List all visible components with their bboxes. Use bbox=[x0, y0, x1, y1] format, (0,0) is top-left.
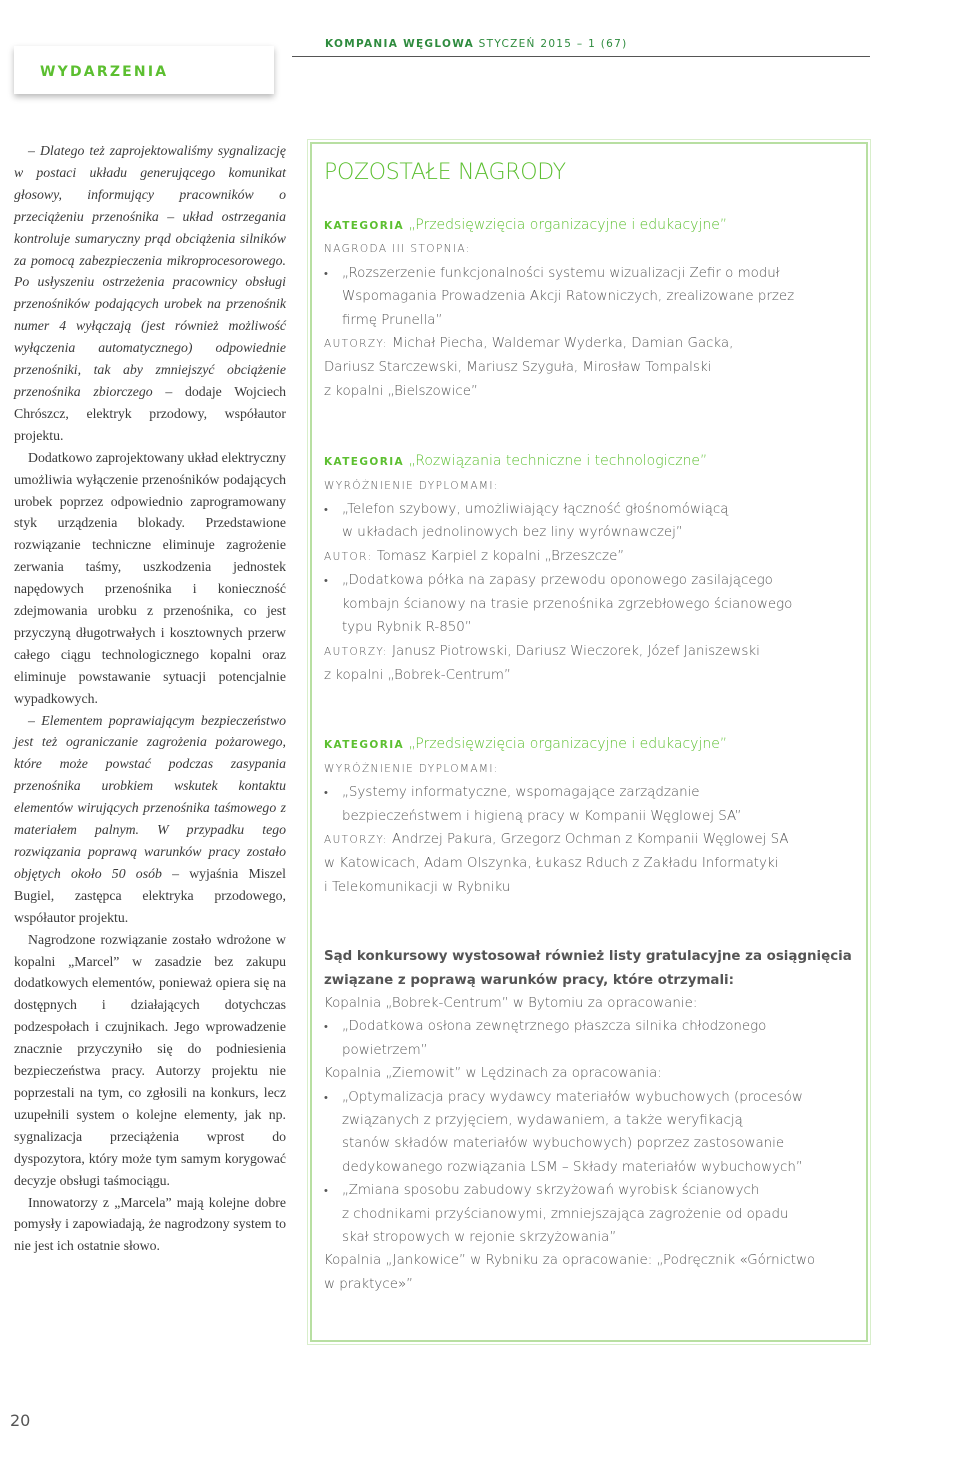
box-title: POZOSTAŁE NAGRODY bbox=[324, 160, 566, 185]
letter-item bbox=[324, 1015, 844, 1062]
item-line: skał stropowych w rejonie skrzyżowania” bbox=[342, 1230, 617, 1246]
authors-keyword: AUTORZY: bbox=[324, 833, 388, 846]
award-block-3 bbox=[324, 733, 844, 899]
authors-text: z kopalni „Bielszowice” bbox=[324, 383, 478, 399]
item-line: powietrzem” bbox=[342, 1042, 428, 1058]
quote-attribution: – wyjaśnia Miszel Bugiel, zastępca elektryka przodowego, współautor projektu. bbox=[14, 865, 286, 925]
letter-item bbox=[324, 1179, 844, 1249]
authors-keyword: AUTORZY: bbox=[324, 338, 388, 351]
item-line: • „Telefon szybowy, umożliwiający łączność głośnomówiącą bbox=[342, 502, 729, 518]
item-line: kombajn ścianowy na trasie przenośnika zgrzebłowego ścianowego bbox=[342, 596, 793, 612]
item-line: w układach jednolinowych bez liny wyrównawczej” bbox=[342, 525, 683, 541]
authors-text: z kopalni „Bobrek-Centrum” bbox=[324, 667, 511, 683]
section-tab bbox=[14, 46, 274, 94]
article-paragraph: Dodatkowo zaprojektowany układ elektryczny umożliwia wyłączenie przenośników podających urobek poprzez odpowiednio zaprogramowany styk urządzenia blokady. Przedstawione rozwiązanie techniczne eliminuje zagrożenie zerwania taśmy, uszkodzenia jednostek napędowych przenośnika i konieczność zdejmowania urobku z przenośnika, co jest przyczyną długotrwałych i kosztownych przerw całego ciągu technologicznego kopalni oraz eliminuje powstawanie sytuacji potencjalnie wypadkowych. bbox=[14, 449, 286, 706]
authors-text: Tomasz Karpiel z kopalni „Brzeszcze” bbox=[372, 548, 625, 564]
item-line: • „Rozszerzenie funkcjonalności systemu wizualizacji Zefir o moduł bbox=[342, 265, 780, 281]
authors-text: Janusz Piotrowski, Dariusz Wieczorek, Józef Janiszewski bbox=[387, 643, 760, 659]
category-name: „Rozwiązania techniczne i technologiczne” bbox=[404, 453, 708, 470]
item-line: stanów składów materiałów wybuchowych) poprzez zastosowanie bbox=[342, 1136, 785, 1152]
letters-heading: Sąd konkursowy wystosował również listy gratulacyjne za osiągnięcia bbox=[324, 949, 852, 965]
running-header bbox=[325, 38, 627, 50]
category-keyword: KATEGORIA bbox=[324, 456, 405, 469]
item-line: dedykowanego rozwiązania LSM – Składy materiałów wybuchowych” bbox=[342, 1159, 803, 1175]
awards-box bbox=[310, 142, 868, 1342]
header-rule bbox=[292, 56, 870, 57]
award-item bbox=[324, 569, 844, 639]
item-line: z chodnikami przyścianowymi, zmniejszająca zagrożenie od opadu bbox=[342, 1206, 789, 1222]
category-name: „Przedsięwzięcia organizacyjne i edukacyjne” bbox=[404, 736, 728, 753]
article-paragraph: Nagrodzone rozwiązanie zostało wdrożone w kopalni „Marcel” w zasadzie bez zakupu dodatkowych elementów, ponieważ opiera się na dostępnych i działających dotychczas podzespołach i czujnikach. Jego wprowadzenie znacznie przyczyniło się do podniesienia bezpieczeństwa pracy. Autorzy projektu nie poprzestali na tym, co zgłosili na konkurs, lecz uzupełnili system o kolejne elementy, jak np. sygnalizacja przeciążenia wprost do dyspozytora, który może tym samym korygować decyzje obsługi taśmociągu. bbox=[14, 931, 286, 1188]
award-item bbox=[324, 262, 844, 332]
article-paragraph: Innowatorzy z „Marcela” mają kolejne dobre pomysły i zapowiadają, że nagrodzony system to nie jest ich ostatnie słowo. bbox=[14, 1194, 286, 1254]
item-line: typu Rybnik R-850” bbox=[342, 620, 472, 636]
category-heading bbox=[324, 214, 844, 238]
item-line: • „Zmiana sposobu zabudowy skrzyżowań wyrobisk ścianowych bbox=[342, 1183, 760, 1199]
item-line: bezpieczeństwem i higieną pracy w Kompanii Węglowej SA” bbox=[342, 808, 742, 824]
authors-keyword: AUTOR: bbox=[324, 550, 373, 563]
item-line: związanych z przyjęciem, wydawaniem, a także weryfikacją bbox=[342, 1113, 743, 1128]
authors-text: w Katowicach, Adam Olszynka, Łukasz Rduch z Zakładu Informatyki bbox=[324, 856, 779, 872]
category-heading bbox=[324, 450, 844, 474]
authors-keyword: AUTORZY: bbox=[324, 645, 388, 658]
category-heading bbox=[324, 733, 844, 757]
item-line: firmę Prunella” bbox=[342, 312, 443, 328]
mine-line: Kopalnia „Bobrek-Centrum” w Bytomiu za opracowanie: bbox=[324, 995, 698, 1011]
item-line: • „Systemy informatyczne, wspomagające zarządzanie bbox=[342, 785, 700, 801]
congratulation-letters bbox=[324, 945, 852, 1296]
authors-text: Andrzej Pakura, Grzegorz Ochman z Kompanii Węglowej SA bbox=[387, 831, 789, 847]
item-line: • „Optymalizacja pracy wydawcy materiałów wybuchowych (procesów bbox=[342, 1089, 803, 1105]
award-level: NAGRODA III STOPNIA: bbox=[324, 243, 471, 256]
section-label: WYDARZENIA bbox=[40, 64, 169, 80]
award-level: WYRÓŻNIENIE DYPLOMAMI: bbox=[324, 762, 499, 775]
mine-line: Kopalnia „Ziemowit” w Lędzinach za opracowania: bbox=[324, 1066, 662, 1082]
authors-line bbox=[324, 545, 844, 569]
authors-line bbox=[324, 332, 844, 356]
authors-text: Dariusz Starczewski, Mariusz Szyguła, Mirosław Tompalski bbox=[324, 360, 712, 376]
award-item bbox=[324, 781, 844, 828]
authors-text: Michał Piecha, Waldemar Wyderka, Damian Gacka, bbox=[387, 336, 734, 352]
article-column bbox=[14, 140, 286, 1257]
quote-text: – Elementem poprawiającym bezpieczeństwo jest też ograniczanie zagrożenia pożarowego, które może powstać podczas zasypania przenośnika urobkiem wskutek kontaktu elementów wirujących przenośnika taśmowego z materiałem palnym. W przypadku tego rozwiązania poprawą warunków pracy zostało objętych około 50 osób bbox=[14, 712, 286, 881]
category-keyword: KATEGORIA bbox=[324, 220, 405, 232]
letter-item bbox=[324, 1086, 844, 1180]
item-line: • „Dodatkowa osłona zewnętrznego płaszcza silnika chłodzonego bbox=[342, 1019, 767, 1035]
category-name: „Przedsięwzięcia organizacyjne i edukacyjne” bbox=[404, 217, 728, 233]
authors-line bbox=[324, 640, 844, 664]
award-block-2 bbox=[324, 450, 844, 687]
award-level: WYRÓŻNIENIE DYPLOMAMI: bbox=[324, 479, 499, 492]
article-paragraph bbox=[14, 710, 286, 929]
publication-name: KOMPANIA WĘGLOWA bbox=[325, 38, 475, 50]
quote-text: – Dlatego też zaprojektowaliśmy sygnalizację w postaci układu generującego komunikat głosowy, informujący pracowników o przeciążeniu przenośnika – układ ostrzegania kontroluje sumaryczny prąd obciążenia silników za pomocą zabezpieczenia mikroprocesorowego. Po usłyszeniu ostrzeżenia pracownicy obsługi przenośników podających urobek na przenośnik numer 4 wyłączają (jest również możliwość wyłączenia automatycznego) odpowiednie przenośniki, tak aby zmniejszyć obciążenie przenośnika zbiorczego bbox=[14, 143, 286, 399]
mine-line: w praktyce»” bbox=[324, 1276, 414, 1292]
award-block-1 bbox=[324, 214, 844, 403]
item-line: • „Dodatkowa półka na zapasy przewodu oponowego zasilającego bbox=[342, 573, 773, 589]
authors-text: i Telekomunikacji w Rybniku bbox=[324, 879, 511, 895]
article-paragraph bbox=[14, 140, 286, 447]
category-keyword: KATEGORIA bbox=[324, 739, 405, 752]
issue-info: STYCZEŃ 2015 – 1 (67) bbox=[478, 38, 628, 50]
authors-line bbox=[324, 828, 844, 852]
award-item bbox=[324, 498, 844, 545]
page-number: 20 bbox=[10, 1411, 31, 1430]
letters-heading: związane z poprawą warunków pracy, które otrzymali: bbox=[324, 972, 734, 988]
item-line: Wspomagania Prowadzenia Akcji Ratowniczych, zrealizowane przez bbox=[342, 289, 795, 305]
quote-attribution: – dodaje Wojciech Chrószcz, elektryk przodowy, współautor projektu. bbox=[14, 383, 286, 443]
mine-line: Kopalnia „Jankowice” w Rybniku za opracowanie: „Podręcznik «Górnictwo bbox=[324, 1253, 816, 1269]
